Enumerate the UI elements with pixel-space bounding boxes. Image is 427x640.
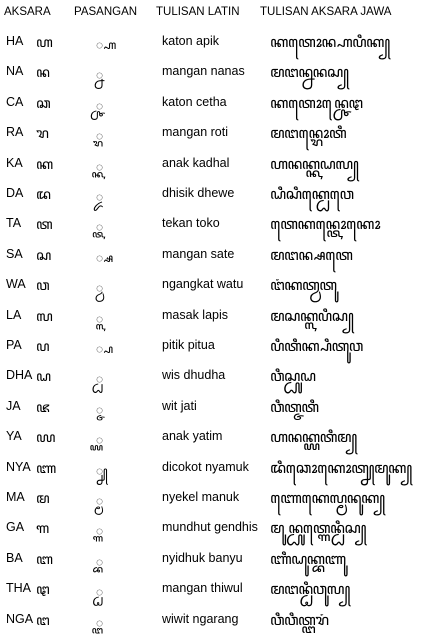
tulisan-aksara-jawa: ꦮꦶꦱ꧀ꦝꦸꦝ: [270, 367, 316, 386]
table-row: [0, 178, 427, 208]
aksara-label: NGA: [6, 611, 34, 626]
aksara-glyph: ꦤ: [36, 65, 50, 82]
pasangan-glyph: ꧀ꦝ: [96, 372, 104, 387]
aksara-glyph: ꦮ: [36, 278, 50, 295]
table-row: [0, 300, 427, 330]
aksara-glyph: ꦫ: [36, 126, 49, 143]
tulisan-latin: pitik pitua: [162, 338, 215, 352]
tulisan-aksara-jawa: ꦝꦶꦱꦶꦏ꧀ꦝꦺꦮꦺ: [270, 185, 354, 203]
tulisan-latin: masak lapis: [162, 307, 228, 322]
aksara-label: SA: [6, 246, 23, 261]
aksara-label: PA: [6, 338, 22, 352]
tulisan-aksara-jawa: ꦮꦶꦮꦶꦠ꧀ꦔꦫꦁ: [270, 610, 329, 629]
pasangan-glyph: ꧀ꦔ: [96, 615, 104, 630]
pasangan-glyph: ꧀ꦫ: [96, 129, 104, 144]
tulisan-aksara-jawa: ꦏꦠꦺꦴꦤ꧀ꦕꦺꦛ: [270, 93, 363, 112]
pasangan-glyph: ꧀ꦕ: [96, 98, 104, 113]
tulisan-latin: mangan sate: [162, 246, 235, 261]
table-row: [0, 604, 427, 634]
pasangan-glyph: ꧀ꦮ: [96, 281, 104, 296]
pasangan-glyph: ꧀ꦱ: [96, 250, 114, 265]
aksara-glyph: ꦥ: [36, 339, 50, 355]
table-row: [0, 421, 427, 451]
tulisan-aksara-jawa: ꦩꦔꦤ꧀ꦤꦤꦱ꧀: [270, 63, 349, 82]
aksara-glyph: ꦕ: [36, 95, 51, 112]
table-row: [0, 239, 427, 269]
aksara-label: NYA: [6, 459, 31, 474]
table-row: [0, 87, 427, 117]
aksara-label: LA: [6, 307, 22, 322]
pasangan-glyph: ꧀ꦛ: [96, 585, 104, 600]
tulisan-aksara-jawa: ꦩꦔꦤ꧀ꦫꦺꦴꦠꦶ: [270, 124, 347, 143]
tulisan-latin: katon apik: [162, 34, 219, 48]
table-row: [0, 452, 427, 482]
pasangan-glyph: ꧀ꦲ: [96, 38, 117, 52]
tulisan-latin: nyidhuk banyu: [162, 550, 243, 565]
table-row: [0, 573, 427, 603]
tulisan-latin: anak kadhal: [162, 155, 230, 170]
pasangan-glyph: ꧀ꦒ: [96, 524, 104, 539]
aksara-label: BA: [6, 550, 23, 565]
tulisan-latin: anak yatim: [162, 429, 223, 444]
tulisan-latin: wis dhudha: [162, 368, 226, 383]
tulisan-latin: dicokot nyamuk: [162, 459, 249, 474]
tulisan-aksara-jawa: ꦲꦤꦏ꧀ꦏꦝꦭ꧀: [270, 154, 359, 173]
aksara-label: WA: [6, 277, 26, 292]
pasangan-glyph: ꧀ꦪ: [96, 433, 104, 448]
aksara-glyph: ꦪ: [36, 430, 56, 447]
table-row: [0, 117, 427, 147]
tulisan-aksara-jawa: ꦩꦔꦤ꧀ꦛꦶꦮꦸꦭ꧀: [270, 580, 350, 599]
tulisan-aksara-jawa: ꦚꦶꦝꦸꦏ꧀ꦧꦚꦸ: [270, 549, 346, 568]
aksara-label: GA: [6, 520, 25, 535]
header-tulisan-latin: TULISAN LATIN: [156, 6, 240, 18]
aksara-glyph: ꦧ: [36, 551, 53, 568]
aksara-label: DA: [6, 186, 24, 200]
table-row: [0, 543, 427, 573]
aksara-label: THA: [6, 581, 31, 596]
pasangan-glyph: ꧀ꦚ: [96, 463, 108, 478]
tulisan-latin: mundhut gendhis: [162, 520, 258, 535]
pasangan-glyph: ꧀ꦩ: [96, 494, 104, 508]
tulisan-latin: dhisik dhewe: [162, 186, 235, 200]
aksara-label: MA: [6, 490, 25, 504]
tulisan-aksara-jawa: ꦩꦱꦏ꧀ꦭꦥꦶꦱ꧀: [270, 306, 354, 325]
aksara-glyph: ꦠ: [36, 217, 53, 234]
aksara-glyph: ꦝ: [36, 369, 51, 386]
tulisan-aksara-jawa: ꦢꦶꦕꦺꦴꦏꦺꦴꦠ꧀ꦚꦩꦸꦏ꧀: [270, 458, 412, 477]
tulisan-aksara-jawa: ꦔꦁꦏꦠ꧀ꦮꦠꦸ: [270, 276, 337, 295]
table-header: [0, 6, 427, 22]
tulisan-latin: katon cetha: [162, 94, 227, 109]
aksara-label: YA: [6, 429, 22, 444]
pasangan-glyph: ꧀ꦥ: [96, 342, 114, 356]
pasangan-glyph: ꧀ꦏ: [96, 159, 104, 174]
tulisan-latin: wit jati: [162, 398, 197, 413]
table-row: [0, 269, 427, 299]
tulisan-aksara-jawa: ꦏꦠꦺꦴꦤ꧀ꦲꦥꦶꦏ꧀: [270, 33, 390, 51]
aksara-label: DHA: [6, 368, 33, 383]
table-row: [0, 330, 427, 360]
tulisan-aksara-jawa: ꦥꦶꦠꦶꦏ꧀ꦥꦶꦠꦸꦮ: [270, 337, 363, 355]
aksara-glyph: ꦏ: [36, 156, 54, 173]
table-row: [0, 482, 427, 512]
tulisan-latin: mangan thiwul: [162, 581, 243, 596]
table-row: [0, 208, 427, 238]
tulisan-latin: ngangkat watu: [162, 277, 244, 292]
tulisan-aksara-jawa: ꦠꦺꦏꦤ꧀ꦠꦺꦴꦏꦺꦴ: [270, 215, 381, 234]
pasangan-glyph: ꧀ꦠ: [96, 220, 104, 235]
pasangan-glyph: ꧀ꦢ: [96, 190, 104, 204]
pasangan-glyph: ꧀ꦧ: [96, 554, 104, 569]
aksara-glyph: ꦔ: [36, 612, 50, 629]
header-tulisan-aksara-jawa: TULISAN AKSARA JAWA: [260, 6, 392, 18]
table-row: [0, 360, 427, 390]
header-aksara: AKSARA: [4, 6, 51, 18]
aksara-glyph: ꦩ: [36, 491, 50, 507]
tulisan-aksara-jawa: ꦮꦶꦠ꧀ꦗꦠꦶ: [270, 397, 319, 416]
aksara-label: JA: [6, 398, 21, 413]
aksara-label: TA: [6, 216, 22, 231]
table-row: [0, 56, 427, 86]
aksara-label: HA: [6, 34, 24, 48]
pasangan-glyph: ꧀ꦭ: [96, 311, 104, 326]
aksara-glyph: ꦛ: [36, 582, 50, 599]
tulisan-aksara-jawa: ꦲꦤꦏ꧀ꦪꦠꦶꦩ꧀: [270, 428, 357, 447]
aksara-glyph: ꦱ: [36, 247, 52, 264]
table-row: [0, 391, 427, 421]
table-row: [0, 512, 427, 542]
aksara-label: KA: [6, 155, 23, 170]
aksara-label: CA: [6, 94, 24, 109]
aksara-glyph: ꦢ: [36, 187, 51, 203]
aksara-glyph: ꦲ: [36, 35, 53, 51]
header-pasangan: PASANGAN: [74, 6, 138, 18]
tulisan-aksara-jawa: ꦩꦔꦤ꧀ꦱꦠꦺ: [270, 245, 353, 264]
tulisan-latin: nyekel manuk: [162, 490, 240, 504]
table-row: [0, 26, 427, 56]
tulisan-latin: mangan nanas: [162, 64, 245, 79]
tulisan-latin: mangan roti: [162, 125, 229, 140]
tulisan-latin: wiwit ngarang: [162, 611, 239, 626]
pasangan-glyph: ꧀ꦗ: [96, 402, 104, 417]
tulisan-aksara-jawa: ꦚꦺꦏꦺꦭ꧀ꦩꦤꦸꦏ꧀: [270, 489, 385, 507]
aksara-label: RA: [6, 125, 24, 140]
aksara-glyph: ꦭ: [36, 308, 53, 325]
table-row: [0, 148, 427, 178]
aksara-glyph: ꦒ: [36, 521, 50, 538]
aksara-glyph: ꦗ: [36, 399, 50, 416]
tulisan-latin: tekan toko: [162, 216, 220, 231]
aksara-label: NA: [6, 64, 24, 79]
pasangan-glyph: ꧀ꦤ: [96, 68, 104, 83]
aksara-glyph: ꦚ: [36, 460, 57, 477]
tulisan-aksara-jawa: ꦩꦸꦤ꧀ꦝꦸꦠ꧀ꦒꦺꦤ꧀ꦝꦶꦱ꧀: [270, 519, 367, 538]
